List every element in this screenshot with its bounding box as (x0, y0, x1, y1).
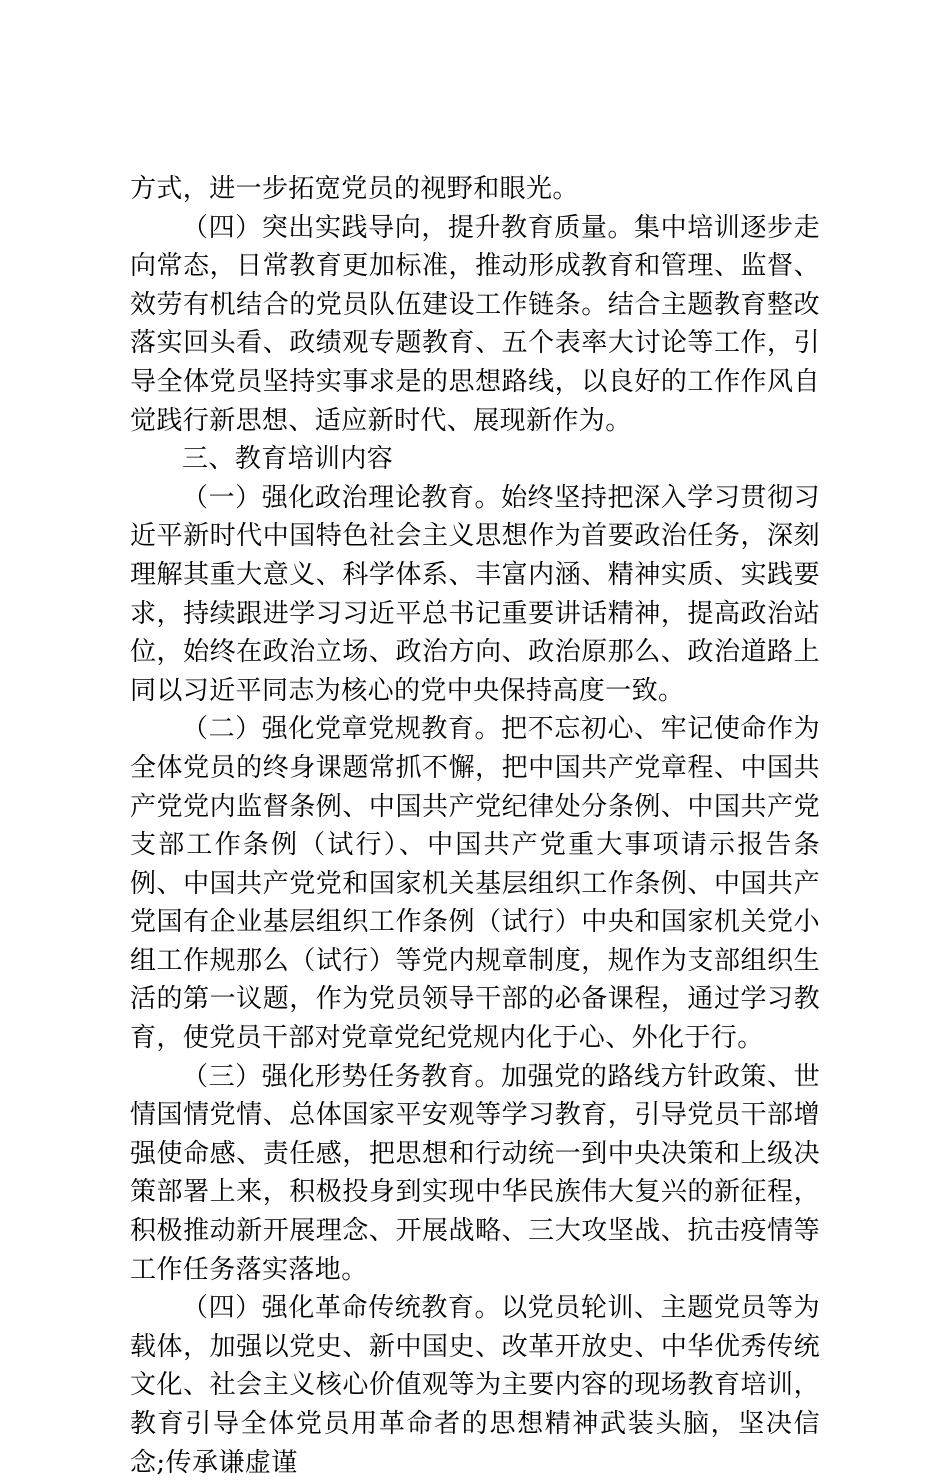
paragraph-party-rules: （二）强化党章党规教育。把不忘初心、牢记使命作为全体党员的终身课题常抓不懈，把中国共产党章程、中国共产党党内监督条例、中国共产党纪律处分条例、中国共产党支部工作条例（试行）、中国共产党重大事项请示报告条例、中国共产党党和国家机关基层组织工作条例、中国共产党国有企业基层组织工作条例（试行）中央和国家机关党小组工作规那么（试行）等党内规章制度，规作为支部组织生活的第一议题，作为党员领导干部的必备课程，通过学习教育，使党员干部对党章党纪党规内化于心、外化于行。 (130, 714, 820, 1054)
paragraph-revolutionary-tradition: （四）强化革命传统教育。以党员轮训、主题党员等为载体，加强以党史、新中国史、改革开放史、中华优秀传统文化、社会主义核心价值观等为主要内容的现场教育培训，教育引导全体党员用革命者的思想精神武装头脑，坚决信念;传承谦虚谨 (130, 1293, 820, 1478)
section-heading-training-content: 三、教育培训内容 (182, 444, 394, 475)
document-body (130, 170, 820, 1482)
paragraph-continuation: 方式，进一步拓宽党员的视野和眼光。 (130, 174, 579, 204)
paragraph-practice-orientation: （四）突出实践导向，提升教育质量。集中培训逐步走向常态，日常教育更加标准，推动形成教育和管理、监督、效劳有机结合的党员队伍建设工作链条。结合主题教育整改落实回头看、政绩观专题教育、五个表率大讨论等工作，引导全体党员坚持实事求是的思想路线，以良好的工作作风自觉践行新思想、适应新时代、展现新作为。 (130, 212, 820, 436)
paragraph-political-theory: （一）强化政治理论教育。始终坚持把深入学习贯彻习近平新时代中国特色社会主义思想作为首要政治任务，深刻理解其重大意义、科学体系、丰富内涵、精神实质、实践要求，持续跟进学习习近平总书记重要讲话精神，提高政治站位，始终在政治立场、政治方向、政治原那么、政治道路上同以习近平同志为核心的党中央保持高度一致。 (130, 482, 820, 706)
paragraph-situation-tasks: （三）强化形势任务教育。加强党的路线方针政策、世情国情党情、总体国家平安观等学习教育，引导党员干部增强使命感、责任感，把思想和行动统一到中央决策和上级决策部署上来，积极投身到实现中华民族伟大复兴的新征程，积极推动新开展理念、开展战略、三大攻坚战、抗击疫情等工作任务落实落地。 (130, 1061, 820, 1285)
